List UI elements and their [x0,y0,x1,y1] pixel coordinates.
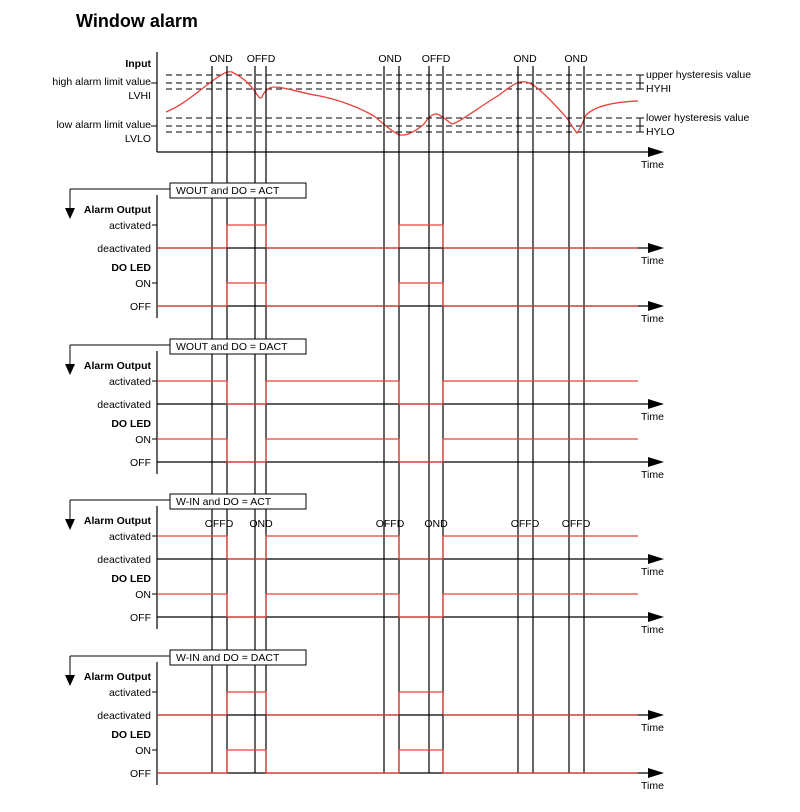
panel-title: W-IN and DO = ACT [176,496,272,508]
do-led-signal [157,594,638,617]
panel-4 [65,650,664,792]
event-label: OFFD [246,53,276,65]
panel-event-label: OND [249,518,273,530]
do-led-label: DO LED [111,418,151,430]
lvhi-label: LVHI [128,90,151,102]
activated-label: activated [108,687,151,699]
upper-hyst-label: upper hysteresis value [646,69,752,81]
hylo-label: HYLO [646,126,675,138]
time-arrow-icon [648,243,664,253]
diagram-title: Window alarm [76,11,198,31]
time-arrow-icon [648,710,664,720]
off-label: OFF [130,612,151,624]
alarm-output-label: Alarm Output [83,671,151,683]
do-led-signal [157,283,638,306]
panels [65,183,664,792]
input-section [52,52,751,171]
panel-3 [65,494,664,636]
activated-label: activated [108,220,151,232]
input-time-label: Time [641,159,664,171]
lvlo-label: LVLO [124,133,151,145]
off-label: OFF [130,768,151,780]
do-led-label: DO LED [111,262,151,274]
event-label: OND [378,53,402,65]
time-label: Time [641,469,664,481]
panel-arrow-icon [65,364,75,375]
hyhi-label: HYHI [646,83,672,95]
time-arrow-icon [648,457,664,467]
alarm-output-label: Alarm Output [83,515,151,527]
do-led-label: DO LED [111,729,151,741]
deactivated-label: deactivated [97,710,151,722]
do-led-signal [157,439,638,462]
panel-event-label: OFFD [561,518,591,530]
high-alarm-label: high alarm limit value [52,76,151,88]
on-label: ON [135,745,151,757]
event-label: OFFD [421,53,451,65]
input-time-arrow [648,147,664,157]
time-arrow-icon [648,612,664,622]
alarm-output-label: Alarm Output [83,204,151,216]
panel-title: W-IN and DO = DACT [176,652,280,664]
activated-label: activated [108,531,151,543]
time-arrow-icon [648,554,664,564]
time-label: Time [641,313,664,325]
time-label: Time [641,624,664,636]
panel-title: WOUT and DO = ACT [176,185,280,197]
do-led-label: DO LED [111,573,151,585]
time-label: Time [641,566,664,578]
panel-arrow-icon [65,519,75,530]
time-arrow-icon [648,399,664,409]
on-label: ON [135,589,151,601]
event-label: OND [209,53,233,65]
panel-arrow-icon [65,208,75,219]
alarm-output-signal [157,225,638,248]
time-arrow-icon [648,768,664,778]
event-label: OND [513,53,537,65]
time-arrow-icon [648,301,664,311]
deactivated-label: deactivated [97,554,151,566]
panel-event-label: OFFD [510,518,540,530]
input-event-labels [209,53,588,65]
time-label: Time [641,780,664,792]
event-lines [212,66,584,773]
alarm-output-signal [157,536,638,559]
activated-label: activated [108,376,151,388]
event-label: OND [564,53,588,65]
lower-hyst-label: lower hysteresis value [646,112,750,124]
alarm-output-signal [157,692,638,715]
time-label: Time [641,255,664,267]
deactivated-label: deactivated [97,243,151,255]
do-led-signal [157,750,638,773]
low-alarm-label: low alarm limit value [56,119,151,131]
off-label: OFF [130,457,151,469]
panel-title: WOUT and DO = DACT [176,341,288,353]
panel-event-label: OND [424,518,448,530]
input-label: Input [125,58,151,70]
time-label: Time [641,411,664,423]
deactivated-label: deactivated [97,399,151,411]
on-label: ON [135,278,151,290]
panel-event-label: OFFD [375,518,405,530]
panel-2 [65,339,664,481]
panel-event-label: OFFD [204,518,234,530]
alarm-output-label: Alarm Output [83,360,151,372]
off-label: OFF [130,301,151,313]
time-label: Time [641,722,664,734]
panel-arrow-icon [65,675,75,686]
alarm-output-signal [157,381,638,404]
panel-1 [65,183,664,325]
on-label: ON [135,434,151,446]
